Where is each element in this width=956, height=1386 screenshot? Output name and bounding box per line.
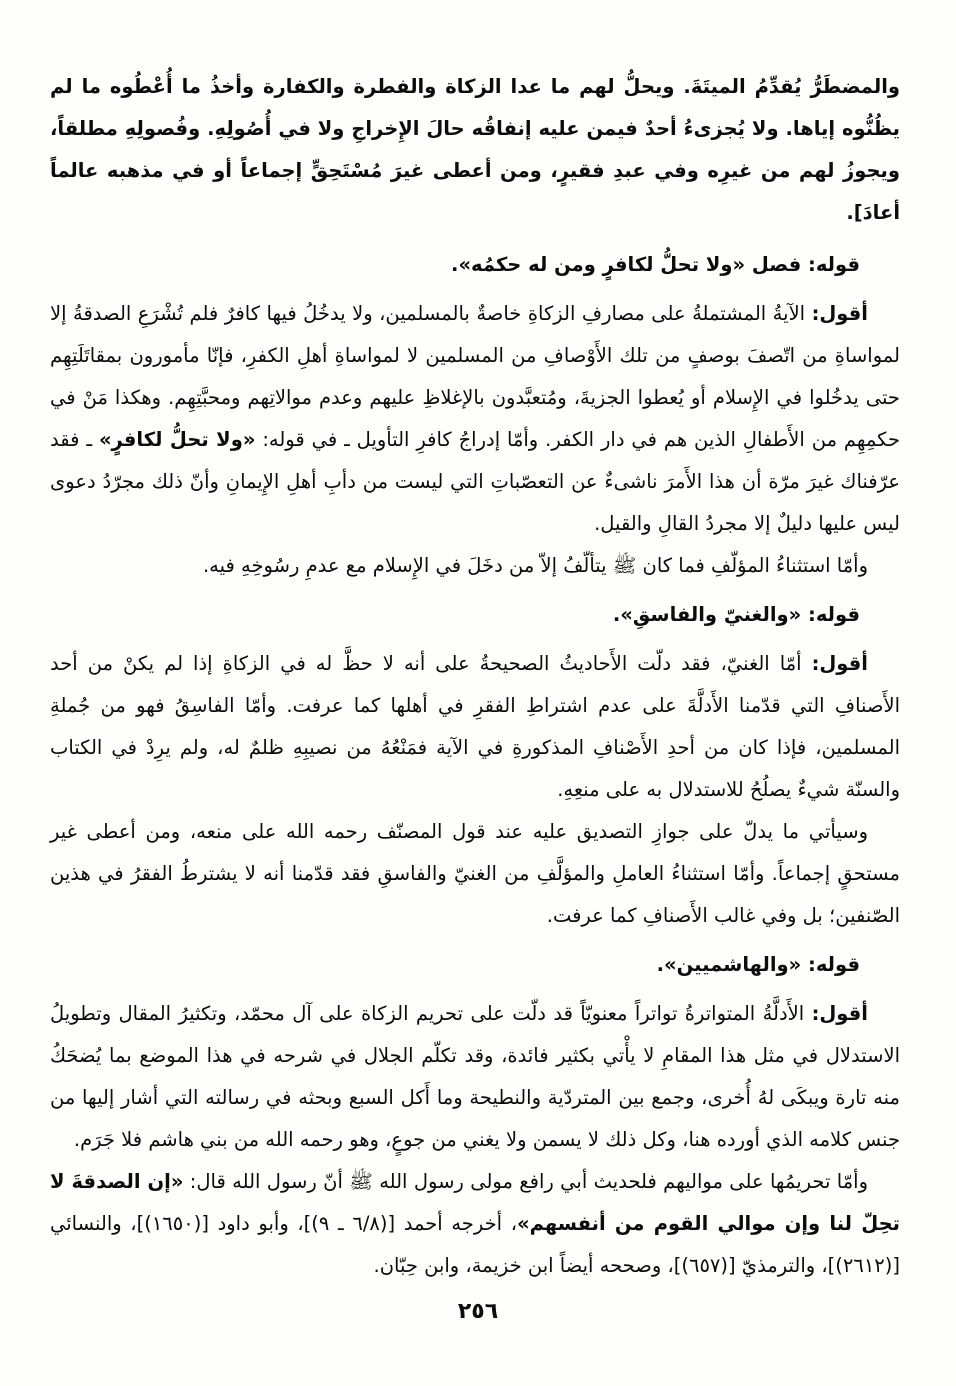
emphasized-text: قوله: «والغنيّ والفاسقِ». [612, 603, 860, 626]
paragraph-qawluhu-ghani-fasiq [50, 594, 900, 636]
emphasized-text: والمضطَرُّ يُقدِّمُ الميتَةَ. ويحلُّ لهم ما عدا الزكاة والفطرة والكفارة وأخذُ ما أُعْطُوه ما لم يظُنُّوه إياها. ولا يُجزىءُ أحدٌ فيمن عليه إنفاقُه حالَ الإِخراجِ ولا في أُصُولِهِ. وفُصولِهِ مطلقاً، ويجوزُ لهم من غيرِه وفي عبدِ فقيرٍ، ومن أعطى غيرَ مُسْتَحِقٍّ إجماعاً أو في مذهبه عالماً أعادَ]. [50, 75, 900, 224]
paragraph-qawluhu-hashimiyyin [50, 944, 900, 986]
paragraph-qawluhu-kafir [50, 244, 900, 286]
body-text: الآيةُ المشتملةُ على مصارفِ الزكاةِ خاصةٌ بالمسلمين، ولا يدخُلُ فيها كافرٌ فلم تُشْرَعِ الصدقةُ إلا لمواساةِ من اتّصفَ بوصفٍ من تلك الأَوْصافِ من المسلمين لا لمواساةِ أهلِ الكفرِ، فإنّا مأمورون بمقاتَلَتِهِم حتى يدخُلوا في الإِسلام أو يُعطوا الجزيةَ، ومُتعبَّدون بالإغلاظِ عليهم وعدم موالاتِهم ومحبَّتِهِم. وهكذا مَنْ في حكمِهِم من الأَطفالِ الذين هم في دار الكفر. وأمّا إدراجُ كافرِ التأويل ـ في قوله: [50, 302, 900, 451]
body-text: ، أخرجه أحمد [(٦/٨ ـ ٩)]، وأبو داود [(١٦٥٠)]، والنسائي [(٢٦١٢)]، والترمذيّ [(٦٥٧)]، وصححه أيضاً ابن خزيمة، وابن حِبّان. [50, 1212, 900, 1277]
body-text: وأمّا استثناءُ المؤلّفِ فما كان ﷺ يتألّفُ إلاّ من دخَلَ في الإِسلام مع عدمِ رسُوخِهِ فيه. [202, 554, 868, 577]
body-text: أمّا الغنيّ، فقد دلّت الأَحاديثُ الصحيحةُ على أنه لا حظَّ له في الزكاةِ إذا لم يكنْ من أحد الأَصنافِ التي قدّمنا الأَدلَّةَ على عدم اشتراطِ الفقرِ في أهلها كما عرفت. وأمّا الفاسِقُ فهو من جُملةِ المسلمين، فإذا كان من أحدِ الأَصْنافِ المذكورةِ في الآية فمَنْعُهُ من نصيبِهِ ظلمٌ له، ولم يرِدْ في الكتاب والسنّة شيءٌ يصلُحُ للاستدلال به على منعِهِ. [50, 652, 900, 801]
body-text: وأمّا تحريمُها على مواليهم فلحديث أبي رافع مولى رسول الله ﷺ أنّ رسول الله قال: [183, 1170, 868, 1193]
emphasized-text: «إن الصدقةَ لا تحِلّ لنا وإن موالي القوم من أنفسهم» [50, 1170, 900, 1235]
emphasized-text: أقول: [811, 302, 868, 325]
emphasized-text: «ولا تحلُّ لكافرٍ» [98, 428, 256, 451]
paragraph-matn-continuation [50, 66, 900, 234]
paragraph-wasayati-tasdiq [50, 811, 900, 937]
body-text: ـ فقد عرّفناك غيرَ مرّة أن هذا الأَمرَ ناشىءٌ عن التعصّباتِ التي ليست من دأبِ أهلِ الإِيمانِ وأنّ ذلك مجرّدُ دعوى ليس عليها دليلٌ إلا مجردُ القالِ والقيل. [50, 428, 900, 535]
emphasized-text: أقول: [811, 652, 868, 675]
emphasized-text: قوله: فصل «ولا تحلُّ لكافرٍ ومن له حكمُه». [451, 253, 860, 276]
paragraph-aqul-hashimiyyin [50, 993, 900, 1161]
emphasized-text: قوله: «والهاشميين». [656, 953, 860, 976]
body-text: الأَدلَّةُ المتواترةُ تواتراً معنويّاً قد دلّت على تحريم الزكاة على آل محمّد، وتكثيرُ المقال وتطويلُ الاستدلال في مثل هذا المقامِ لا يأْتي بكثير فائدة، وقد تكلّم الجلال في شرحه في هذا الموضع بما يُضحَكُ منه تارة ويبكَى لهُ أُخرى، وجمع بين المتردّية والنطيحة وما أَكل السبع وبحثه في رسالته التي أشار إليها من جنس كلامه الذي أورده هنا، وكل ذلك لا يسمن ولا يغني من جوعٍ، وهو رحمه الله من بني هاشم فلا جَرَم. [50, 1002, 900, 1151]
paragraph-aqul-ghani-fasiq [50, 643, 900, 811]
paragraph-aqul-kafir [50, 293, 900, 545]
paragraph-istithna-muallaf [50, 545, 900, 587]
page-number: ٢٥٦ [457, 1299, 499, 1324]
paragraph-tahrim-mawali [50, 1161, 900, 1287]
body-text: وسيأتي ما يدلّ على جوازِ التصديق عليه عند قول المصنّف رحمه الله على منعه، ومن أعطى غير مستحقٍ إجماعاً. وأمّا استثناءُ العاملِ والمؤلَّفِ من الغنيّ والفاسقِ فقد قدّمنا أنه لا يشترطُ الفقرُ في هذين الصّنفين؛ بل وفي غالب الأَصنافِ كما عرفت. [50, 820, 900, 927]
page-text [50, 66, 900, 1287]
emphasized-text: أقول: [811, 1002, 868, 1025]
